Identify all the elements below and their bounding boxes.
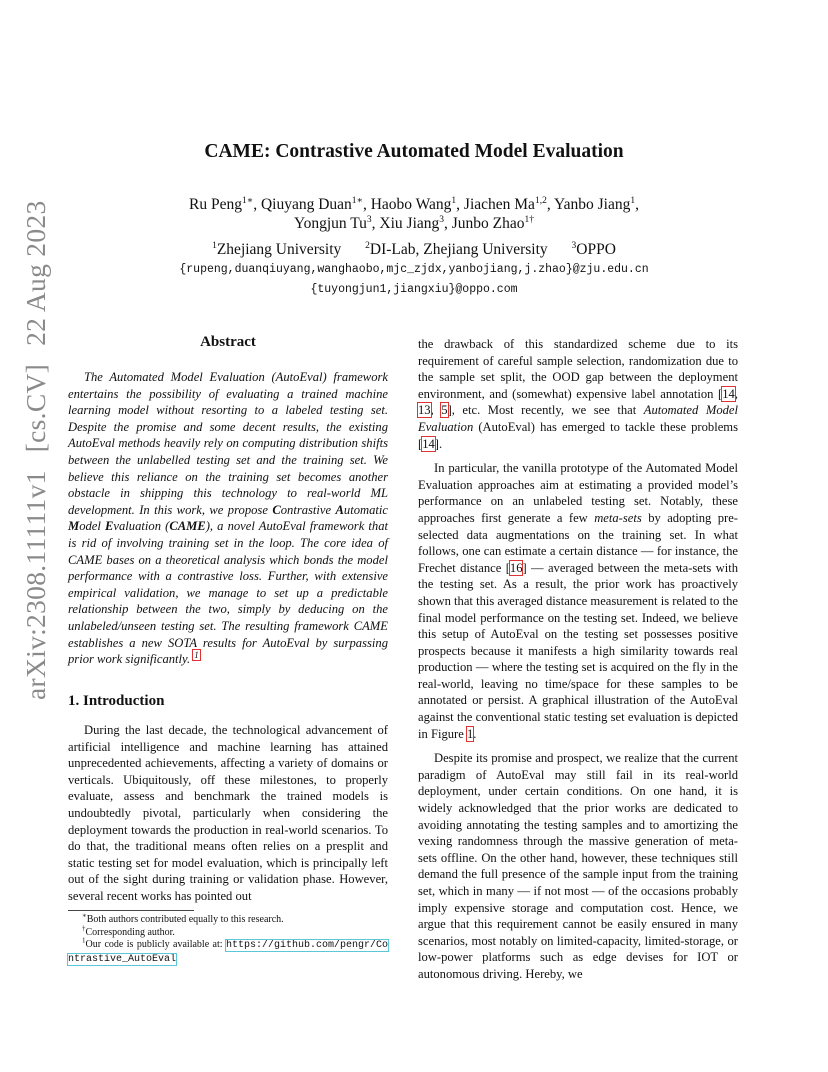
affiliation-name: DI-Lab, Zhejiang University [369,241,548,258]
paragraph-text: by adopting pre-selected data augmentations on the training set. In what follows, one can estimate a certain distance — for instance, the Frechet distance [418,510,738,575]
paragraph-text: (AutoEval) has emerged to tackle these problems [473,419,738,434]
footnotes [68,911,388,966]
author-name: Junbo Zhao [451,215,525,232]
paragraph-text: In particular, the vanilla prototype of the Automated Model Evaluation approaches aim at estimating a provided model’s performance on an unlabeled testing set. Notably, these approaches first generate a few [418,461,738,525]
emphasis-text: Automated Model Evaluation [418,403,738,434]
author-affil-mark: 1 [630,195,636,206]
paragraph-text: the drawback of this standardized scheme due to its requirement of careful sample selection, randomization due to the sample set split, the OOD gap between the deployment environment, and (somewhat) expensive label annotation [418,337,738,401]
affiliation [572,241,616,258]
author-affil-mark: 1∗ [241,195,254,206]
paragraph: In particular, the vanilla prototype of the Automated Model Evaluation approaches aim at estimating a provided model’s performance on an unlabeled testing set. Notably, these approaches first generate a few meta-sets by adopting pre-selected data augmentations on the training set. In what follows, one can estimate a certain distance — for instance, the Frechet distance [16] — averaged between the meta-sets with the testing set. As a result, the prior work has proactively shown that this averaged distance measurement is related to the final model performance on the testing set. Indeed, we believe this setup of AutoEval on the testing set possesses positive prospects because it manifests a high similarity towards real production — where the testing set is acquired on the fly in the real-world, leaving no time/space for these samples to be annotated or persist. A graphical illustration of the AutoEval against the conventional static testing set evaluation is depicted in Figure 1. [418,461,738,741]
author-affil-mark: 1∗ [351,195,363,206]
affiliation-mark: 2 [365,240,370,251]
introduction-paragraph [68,722,388,905]
footnote-mark: ∗ [82,911,87,920]
author-affil-mark: 1 [451,195,457,206]
citation-link[interactable]: 16 [509,560,523,575]
author-affil-mark: 1† [524,214,535,225]
acronym-letter: C [272,502,281,517]
abstract-text: valuation ( [113,519,170,534]
author-name: Haobo Wang [370,196,452,213]
right-column [418,336,738,983]
arxiv-id: arXiv:2308.11111v1 [20,470,51,700]
author-name: Yanbo Jiang [554,196,631,213]
abstract-text: The Automated Model Evaluation (AutoEval) framework entertains the possibility of evaluating a trained machine learning model without resorting to a labeled testing set. Despite the promise and some decent results, the existing AutoEval methods heavily rely on computing distribution shifts between the unlabelled testing set and the training set. We believe this reliance on the training set becomes another obstacle in shipping this technology to real-world ML development. In this work, we propose [68,370,388,517]
citation-link[interactable]: 14 [722,386,735,401]
affiliation-name: OPPO [576,241,616,258]
section-heading-introduction: 1. Introduction [68,693,165,709]
paragraph-text: . [439,436,443,451]
author-emails-zju: {rupeng,duanqiuyang,wanghaobo,mjc_zjdx,yanbojiang,j.zhao}@zju.edu.cn [179,263,649,276]
footnote-text: Our code is publicly available at: [85,939,226,950]
method-name: CAME [169,519,206,534]
author-name: Jiachen Ma [463,196,535,213]
footnote-mark: 1 [82,936,86,945]
paper-title: CAME: Contrastive Automated Model Evaluation [204,141,624,162]
citation-link[interactable]: 14 [422,436,435,451]
author-list: Ru Peng$^{1∗}$, Qiuyang Duan$^{1∗}$, Haobo Wang$^1$, Jiachen Ma$^{1,2}$, Yanbo Jiang$^1$, Yongjun Tu$^3$, Xiu Jiang$^3$, Junbo Zhao$^{1\dagger}$ [189,195,639,232]
paragraph-text: . [473,726,477,741]
author-affil-mark: 3 [439,214,445,225]
affiliation-name: Zhejiang University [216,241,342,258]
affiliation-mark: 3 [571,240,577,251]
footnote-mark: † [82,924,86,933]
paragraph-continued: the drawback of this standardized scheme due to its requirement of careful sample selection, randomization due to the sample set split, the OOD gap between the deployment environment, and (somewhat) expensive label annotation [14, 13, 5], etc. Most recently, we see that Automated Model Evaluation (AutoEval) has emerged to tackle these problems [14]. [418,337,738,451]
abstract-text: ontrastive [280,502,336,517]
abstract-text: odel [79,519,106,534]
paragraph-text: During the last decade, the technological advancement of artificial intelligence and machine learning has attained unprecedented achievements, affecting a variety of domains or verticals. Ubiquitously, off these milestones, to properly evaluate, assess and benchmark the trained models is undoubtedly pivotal, particularly when considering the deployment towards the production in real-world scenarios. To do that, the traditional means often relies on a presplit and static testing set for model evaluation, which is principally left out of the sight during training or validation phase. However, several recent works has pointed out [68,723,388,903]
footnote-corresponding [68,924,388,940]
affiliation [365,241,548,258]
author-name: Yongjun Tu [293,215,367,232]
code-repository-link[interactable]: https://github.com/pengr/Contrastive_AutoEval [68,940,388,965]
author-name: Qiuyang Duan [260,196,352,213]
affiliation-list [0,241,828,259]
acronym-letter: A [335,502,344,517]
affiliation [212,241,341,258]
author-emails-oppo: {tuyongjun1,jiangxiu}@oppo.com [310,283,518,296]
paragraph: Despite its promise and prospect, we realize that the current paradigm of AutoEval may still fail in its real-world deployment, under certain conditions. On one hand, it is widely acknowledged that the prior works are dedicated to avoiding annotating the testing samples and to amortizing the vexing randomness through the massive generation of meta-sets offline. On the other hand, however, these techniques still demand the full presence of the sample input from the training set, which in many — if not most — of the occasions probably imply expensive storage and computation cost. Hence, we argue that this requirement cannot be easily ensured in many scenarios, most notably on limited-capacity, limited-storage, or low-power platforms such as edge devises for IOT or autonomous driving. Hereby, we [418,751,738,981]
paragraph-text: — averaged between the meta-sets with the testing set. As a result, the prior work has proactively shown that this averaged distance measurement is related to the final model performance on the testing set. Indeed, we believe this setup of AutoEval on the testing set possesses positive prospects because it manifests a high similarity towards real production — where the testing set is acquired on the fly in the real-world, leaving no time/space for these samples to be annotated or persist. A graphical illustration of the AutoEval against the conventional static testing set evaluation is depicted in Figure [418,560,738,741]
acronym-letter: E [105,519,114,534]
figure-link[interactable]: 1 [466,726,474,741]
author-name: Xiu Jiang [379,215,440,232]
footnote-code [68,936,388,966]
author-affil-mark: 1,2 [534,195,547,206]
abstract-body [68,369,388,668]
footnote-text: Both authors contributed equally to this research. [86,914,284,925]
abstract-text: ), a novel AutoEval framework that is rid of involving training set in the loop. The core idea of CAME bases on a theoretical analysis which bonds the model performance with a contrastive loss. Further, with extensive empirical validation, we manage to set up a predictable relationship between the two, simply by deducing on the unlabeled/unseen testing set. The resulting framework CAME establishes a new SOTA results for AutoEval by surpassing prior work significantly. [68,519,389,667]
abstract-text: utomatic [343,502,388,517]
citation-link[interactable]: 5 [441,403,448,418]
abstract-heading: Abstract [200,334,256,350]
arxiv-category: [cs.CV] [20,363,51,453]
paragraph-text: , etc. Most recently, we see that [451,403,644,418]
arxiv-date: 22 Aug 2023 [20,200,51,346]
author-affil-mark: 3 [366,214,372,225]
affiliation-mark: 1 [212,240,217,251]
footnote-text: Corresponding author. [85,926,175,938]
emphasis-text: meta-sets [594,510,642,525]
author-name: Ru Peng [189,196,242,213]
footnote-rule [68,910,194,911]
footnote-equal-contribution [68,911,388,927]
acronym-letter: M [68,519,80,534]
footnote-link[interactable]: 1 [194,649,199,660]
citation-link[interactable]: 13 [418,403,431,418]
